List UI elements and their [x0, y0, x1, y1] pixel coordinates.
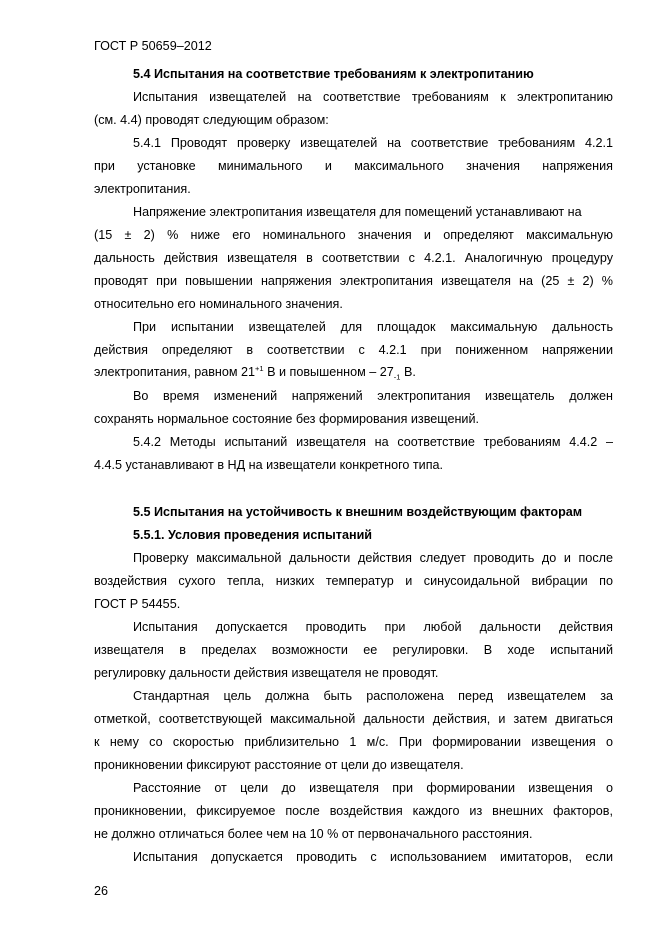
text-line: Расстояние от цели до извещателя при формировании извещения о: [133, 781, 613, 795]
text-line: 5.4.1 Проводят проверку извещателей на соответствие требованиям 4.2.1: [133, 136, 613, 150]
text-line: (15 ± 2) % ниже его номинального значения и определяют максимальную: [94, 228, 613, 242]
doc-code-header: ГОСТ Р 50659–2012: [94, 39, 212, 53]
text-line: При испытании извещателей для площадок максимальную дальность: [133, 320, 613, 334]
superscript-tolerance: +1: [255, 363, 264, 373]
text-line: отметкой, соответствующей максимальной дальности действия, и затем двигаться: [94, 712, 613, 726]
text-line: действия определяют в соответствии с 4.2.1 при пониженном напряжении: [94, 343, 613, 357]
text-line: электропитания.: [94, 182, 191, 196]
text-line: (см. 4.4) проводят следующим образом:: [94, 113, 329, 127]
text-line: к нему со скоростью приблизительно 1 м/с. При формировании извещения о: [94, 735, 613, 749]
text-line: Испытания извещателей на соответствие требованиям к электропитанию: [133, 90, 613, 104]
text-line: не должно отличаться более чем на 10 % от первоначального расстояния.: [94, 827, 533, 841]
page-number: 26: [94, 884, 109, 898]
text-line: сохранять нормальное состояние без формирования извещений.: [94, 412, 480, 426]
subscript-tolerance: -1: [393, 372, 401, 382]
text-line: при установке минимального и максимального значения напряжения: [94, 159, 613, 173]
text-fragment: В и повышенном – 27: [263, 365, 394, 379]
text-line: Проверку максимальной дальности действия следует проводить до и после: [133, 551, 613, 565]
text-line: Во время изменений напряжений электропитания извещатель должен: [133, 389, 613, 403]
text-line: Испытания допускается проводить при любой дальности действия: [133, 620, 613, 634]
text-line: Напряжение электропитания извещателя для помещений устанавливают на: [133, 205, 582, 219]
text-line: проникновении фиксируют расстояние от цели до извещателя.: [94, 758, 464, 772]
text-fragment: В.: [400, 365, 416, 379]
text-line: Испытания допускается проводить с использованием имитаторов, если: [133, 850, 613, 864]
text-line: регулировку дальности действия извещателя не проводят.: [94, 666, 439, 680]
text-line: ГОСТ Р 54455.: [94, 597, 181, 611]
voltage-line: [94, 364, 613, 380]
text-line: извещателя в пределах возможности ее регулировки. В ходе испытаний: [94, 643, 613, 657]
text-line: воздействия сухого тепла, низких температур и синусоидальной вибрации по: [94, 574, 613, 588]
text-line: 4.4.5 устанавливают в НД на извещатели конкретного типа.: [94, 458, 444, 472]
text-line: проводят при повышении напряжения электропитания извещателя на (25 ± 2) %: [94, 274, 613, 288]
text-line: относительно его номинального значения.: [94, 297, 343, 311]
text-line: проникновении, фиксируемое после воздействия каждого из внешних факторов,: [94, 804, 613, 818]
text-line: дальность действия извещателя в соответствии с 4.2.1. Аналогичную процедуру: [94, 251, 613, 265]
section-5-4-heading: 5.4 Испытания на соответствие требованиям к электропитанию: [133, 67, 534, 81]
text-line: 5.4.2 Методы испытаний извещателя на соответствие требованиям 4.4.2 –: [133, 435, 613, 449]
subsection-5-5-1-heading: 5.5.1. Условия проведения испытаний: [133, 528, 373, 542]
section-5-5-heading: 5.5 Испытания на устойчивость к внешним воздействующим факторам: [133, 505, 583, 519]
text-line: Стандартная цель должна быть расположена перед извещателем за: [133, 689, 613, 703]
text-fragment: электропитания, равном 21: [94, 365, 256, 379]
